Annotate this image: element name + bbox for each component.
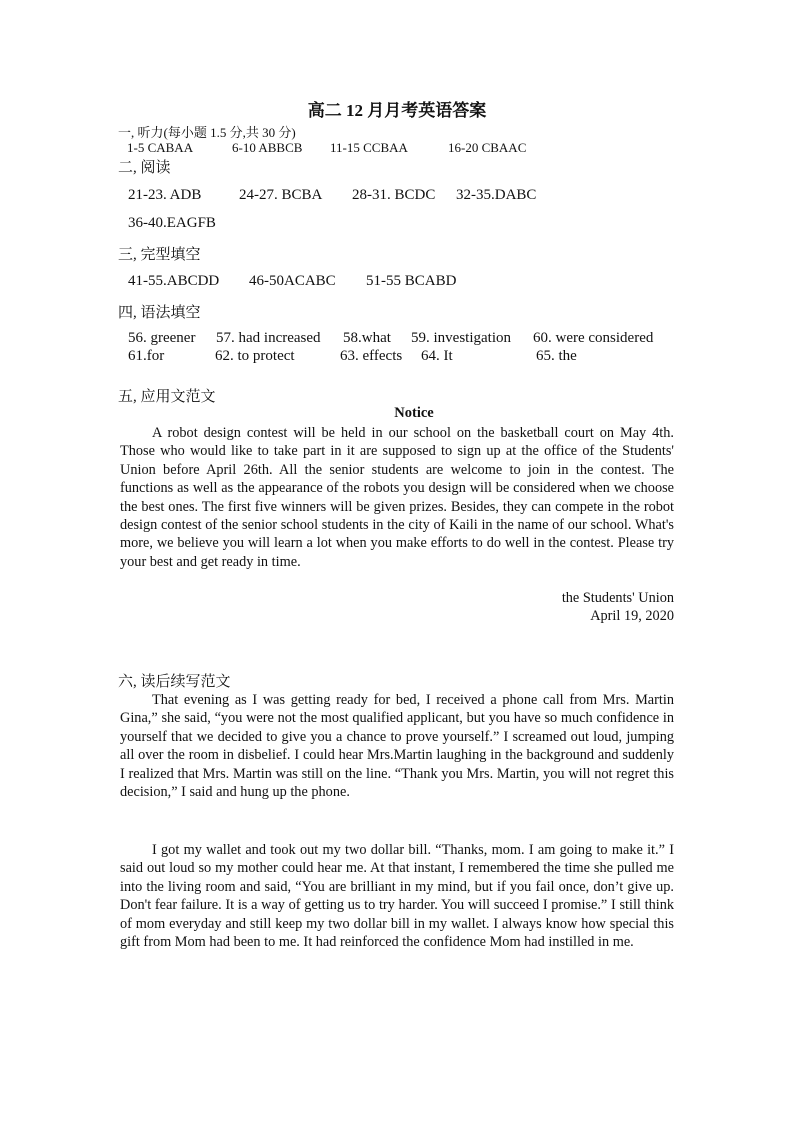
answer-item: 6-10 ABBCB [232,140,303,155]
answer-item: 24-27. BCBA [239,187,323,203]
answer-item: 60. were considered [533,330,654,346]
answer-item: 63. effects [340,348,403,364]
notice-title: Notice [394,405,434,421]
answer-item: 51-55 BCABD [366,273,457,289]
answer-item: 56. greener [128,330,196,346]
story-paragraph: I got my wallet and took out my two dollar bill. “Thanks, mom. I am going to make it.” I said out loud so my mother could hear me. At that instant, I remembered the time she pulled me into the living room and said, “You are brilliant in my mind, but if you fail once, don’t give up. Don't fear failure. It is a way of getting us to try harder. You will succeed I promise.” I still think of mom everyday and still keep my two dollar bill in my wallet. I always know how special this gift from Mom had been to me. It had reinforced the confidence Mom had instilled in me. [120,842,674,951]
answer-item: 57. had increased [216,330,321,346]
notice-date: April 19, 2020 [590,608,674,624]
section-heading-cloze: 三, 完型填空 [118,247,201,263]
answer-item: 46-50ACABC [249,273,336,289]
answer-item: 16-20 CBAAC [448,140,527,155]
section-heading-writing: 五, 应用文范文 [118,389,216,405]
section-heading-listening: 一, 听力(每小题 1.5 分,共 30 分) [118,125,296,140]
story-paragraph: That evening as I was getting ready for bed, I received a phone call from Mrs. Martin Gina,” she said, “you were not the most qualified applicant, but you have so much confidence in yourself that we decided to give you a chance to prove yourself.” I screamed out loud, jumping all over the room in disbelief. I could hear Mrs.Martin laughing in the background and suddenly I realized that Mrs. Martin was still on the line. “Thank you Mrs. Martin, you will not regret this decision,” I said and hung up the phone. [120,692,674,801]
notice-signature: the Students' Union [561,590,674,606]
answer-item: 64. It [421,348,453,364]
page-title: 高二 12 月月考英语答案 [307,101,487,120]
answer-item: 58.what [343,330,391,346]
answer-item: 1-5 CABAA [127,140,194,155]
answer-item: 32-35.DABC [456,187,537,203]
section-heading-grammar: 四, 语法填空 [118,305,201,321]
notice-body: A robot design contest will be held in our school on the basketball court on May 4th. Those who would like to take part in it are supposed to sign up at the office of the Students' Union before April 26th. All the senior students are welcome to join in the contest. The functions as well as the appearance of the robots you design will be considered when we choose the best ones. The first five winners will be given prizes. Besides, they can compete in the robot design contest of the senior school students in the city of Kaili in the name of our school. What's more, we believe you will learn a lot when you make efforts to do well in the contest. Please try your best and get ready in time. [120,425,674,570]
answer-item: 11-15 CCBAA [330,140,408,155]
answer-item: 21-23. ADB [128,187,202,203]
answer-item: 28-31. BCDC [352,187,436,203]
answer-item: 62. to protect [215,348,295,364]
answer-item: 41-55.ABCDD [128,273,220,289]
answer-item: 61.for [128,348,165,364]
section-heading-reading: 二, 阅读 [118,160,171,176]
answer-item: 59. investigation [411,330,511,346]
answer-item: 65. the [536,348,577,364]
answer-item: 36-40.EAGFB [128,215,216,231]
section-heading-continuation: 六, 读后续写范文 [118,674,231,690]
